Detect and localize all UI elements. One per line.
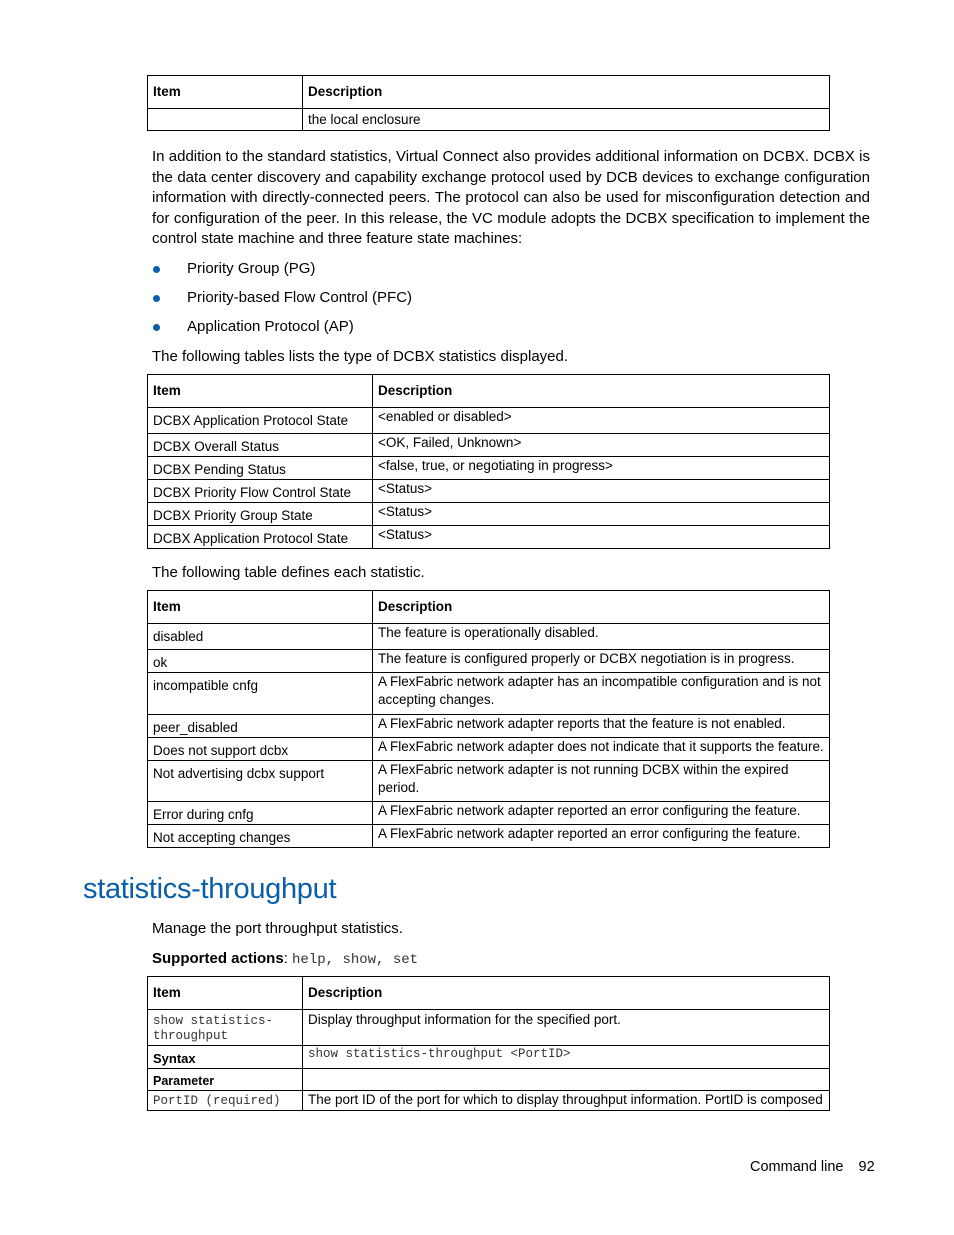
section-description: Manage the port throughput statistics. xyxy=(152,920,403,937)
table-cell-item: Does not support dcbx xyxy=(148,738,373,761)
table-cell-syntax: show statistics-throughput <PortID> xyxy=(303,1046,830,1069)
table-cell-description: The port ID of the port for which to display throughput information. PortID is composed xyxy=(303,1091,830,1111)
table-header-row xyxy=(148,76,830,109)
statistics-throughput-table xyxy=(147,976,830,1111)
dcbx-statistics-table xyxy=(147,374,830,549)
table-row xyxy=(148,503,830,526)
table-cell-item: Not advertising dcbx support xyxy=(148,761,373,802)
table-row xyxy=(148,673,830,715)
table-cell-parameter: PortID (required) xyxy=(148,1091,303,1111)
table-cell-description: <Status> xyxy=(373,503,830,526)
bullet-dot xyxy=(153,324,160,331)
table-cell-description: A FlexFabric network adapter reported an error configuring the feature. xyxy=(373,825,830,848)
table-cell-item: DCBX Application Protocol State xyxy=(148,408,373,434)
column-header-item: Item xyxy=(148,591,373,624)
footer xyxy=(750,1157,875,1177)
table-cell-description: Display throughput information for the specified port. xyxy=(303,1010,830,1046)
column-header-item: Item xyxy=(148,76,303,109)
table-cell-description: A FlexFabric network adapter reports that the feature is not enabled. xyxy=(373,715,830,738)
intro-paragraph: In addition to the standard statistics, Virtual Connect also provides additional information on DCBX. DCBX is the data center discovery and capability exchange protocol used by DCB devices to exchange configuration information with directly-connected peers. The protocol can also be used for misconfiguration detection and for configuration of the peer. In this release, the VC module adopts the DCBX specification to implement the control state machine and three feature state machines: xyxy=(152,148,870,247)
table-row xyxy=(148,825,830,848)
table-cell-item: Error during cnfg xyxy=(148,802,373,825)
column-header-description: Description xyxy=(303,977,830,1010)
column-header-item: Item xyxy=(148,977,303,1010)
table-row xyxy=(148,1010,830,1046)
table-cell-item: disabled xyxy=(148,624,373,650)
table-row xyxy=(148,1046,830,1069)
table-cell-item: Not accepting changes xyxy=(148,825,373,848)
section-title: statistics-throughput xyxy=(83,873,337,905)
table-cell-description xyxy=(303,1069,830,1091)
supported-actions-list: help, show, set xyxy=(292,952,419,968)
table-row xyxy=(148,457,830,480)
table-cell-description: A FlexFabric network adapter has an incompatible configuration and is not accepting changes. xyxy=(373,673,830,715)
table-cell-item: DCBX Overall Status xyxy=(148,434,373,457)
supported-actions-separator: : xyxy=(283,950,293,967)
table-row xyxy=(148,434,830,457)
footer-section: Command line xyxy=(750,1159,844,1175)
bullet-dot xyxy=(153,266,160,273)
table2-intro: The following tables lists the type of DCBX statistics displayed. xyxy=(152,348,569,365)
table-row xyxy=(148,802,830,825)
table-row xyxy=(148,624,830,650)
table-header-row xyxy=(148,591,830,624)
table-cell-description: A FlexFabric network adapter does not indicate that it supports the feature. xyxy=(373,738,830,761)
table-header-row xyxy=(148,375,830,408)
column-header-item: Item xyxy=(148,375,373,408)
column-header-description: Description xyxy=(373,375,830,408)
bullet-item: Application Protocol (AP) xyxy=(187,318,354,335)
statistic-definitions-table xyxy=(147,590,830,848)
table-row xyxy=(148,1091,830,1111)
table-cell-item: DCBX Priority Group State xyxy=(148,503,373,526)
table-cell-item: incompatible cnfg xyxy=(148,673,373,715)
table-cell-description: the local enclosure xyxy=(303,109,830,131)
table-cell-label-syntax: Syntax xyxy=(148,1046,303,1069)
table-cell-item: DCBX Priority Flow Control State xyxy=(148,480,373,503)
table-row xyxy=(148,480,830,503)
table-cell-item: peer_disabled xyxy=(148,715,373,738)
table-cell-description: <Status> xyxy=(373,526,830,549)
table-cell-description: A FlexFabric network adapter reported an error configuring the feature. xyxy=(373,802,830,825)
table3-intro: The following table defines each statistic. xyxy=(152,564,425,581)
table-row xyxy=(148,650,830,673)
table-cell-command: show statistics-throughput xyxy=(148,1010,303,1046)
table-cell-description: <OK, Failed, Unknown> xyxy=(373,434,830,457)
table-cell-description: <Status> xyxy=(373,480,830,503)
table-cell-description: The feature is operationally disabled. xyxy=(373,624,830,650)
table-row xyxy=(148,715,830,738)
table-row xyxy=(148,761,830,802)
table-row xyxy=(148,738,830,761)
table-row xyxy=(148,408,830,434)
bullet-dot xyxy=(153,295,160,302)
table-cell-description: <enabled or disabled> xyxy=(373,408,830,434)
table-cell-item xyxy=(148,109,303,131)
column-header-description: Description xyxy=(303,76,830,109)
table-cell-item: ok xyxy=(148,650,373,673)
table-cell-description: A FlexFabric network adapter is not running DCBX within the expired period. xyxy=(373,761,830,802)
table-cell-item: DCBX Pending Status xyxy=(148,457,373,480)
table-continued xyxy=(147,75,830,131)
page-number: 92 xyxy=(858,1159,875,1175)
table-cell-label-parameter: Parameter xyxy=(148,1069,303,1091)
table-header-row xyxy=(148,977,830,1010)
table-cell-item: DCBX Application Protocol State xyxy=(148,526,373,549)
table-cell-description: The feature is configured properly or DCBX negotiation is in progress. xyxy=(373,650,830,673)
table-row xyxy=(148,109,830,131)
supported-actions-label: Supported actions xyxy=(152,950,284,967)
table-row xyxy=(148,1069,830,1091)
table-row xyxy=(148,526,830,549)
table-cell-description: <false, true, or negotiating in progress> xyxy=(373,457,830,480)
supported-actions xyxy=(152,949,418,970)
column-header-description: Description xyxy=(373,591,830,624)
bullet-item: Priority-based Flow Control (PFC) xyxy=(187,289,413,306)
bullet-item: Priority Group (PG) xyxy=(187,260,316,277)
